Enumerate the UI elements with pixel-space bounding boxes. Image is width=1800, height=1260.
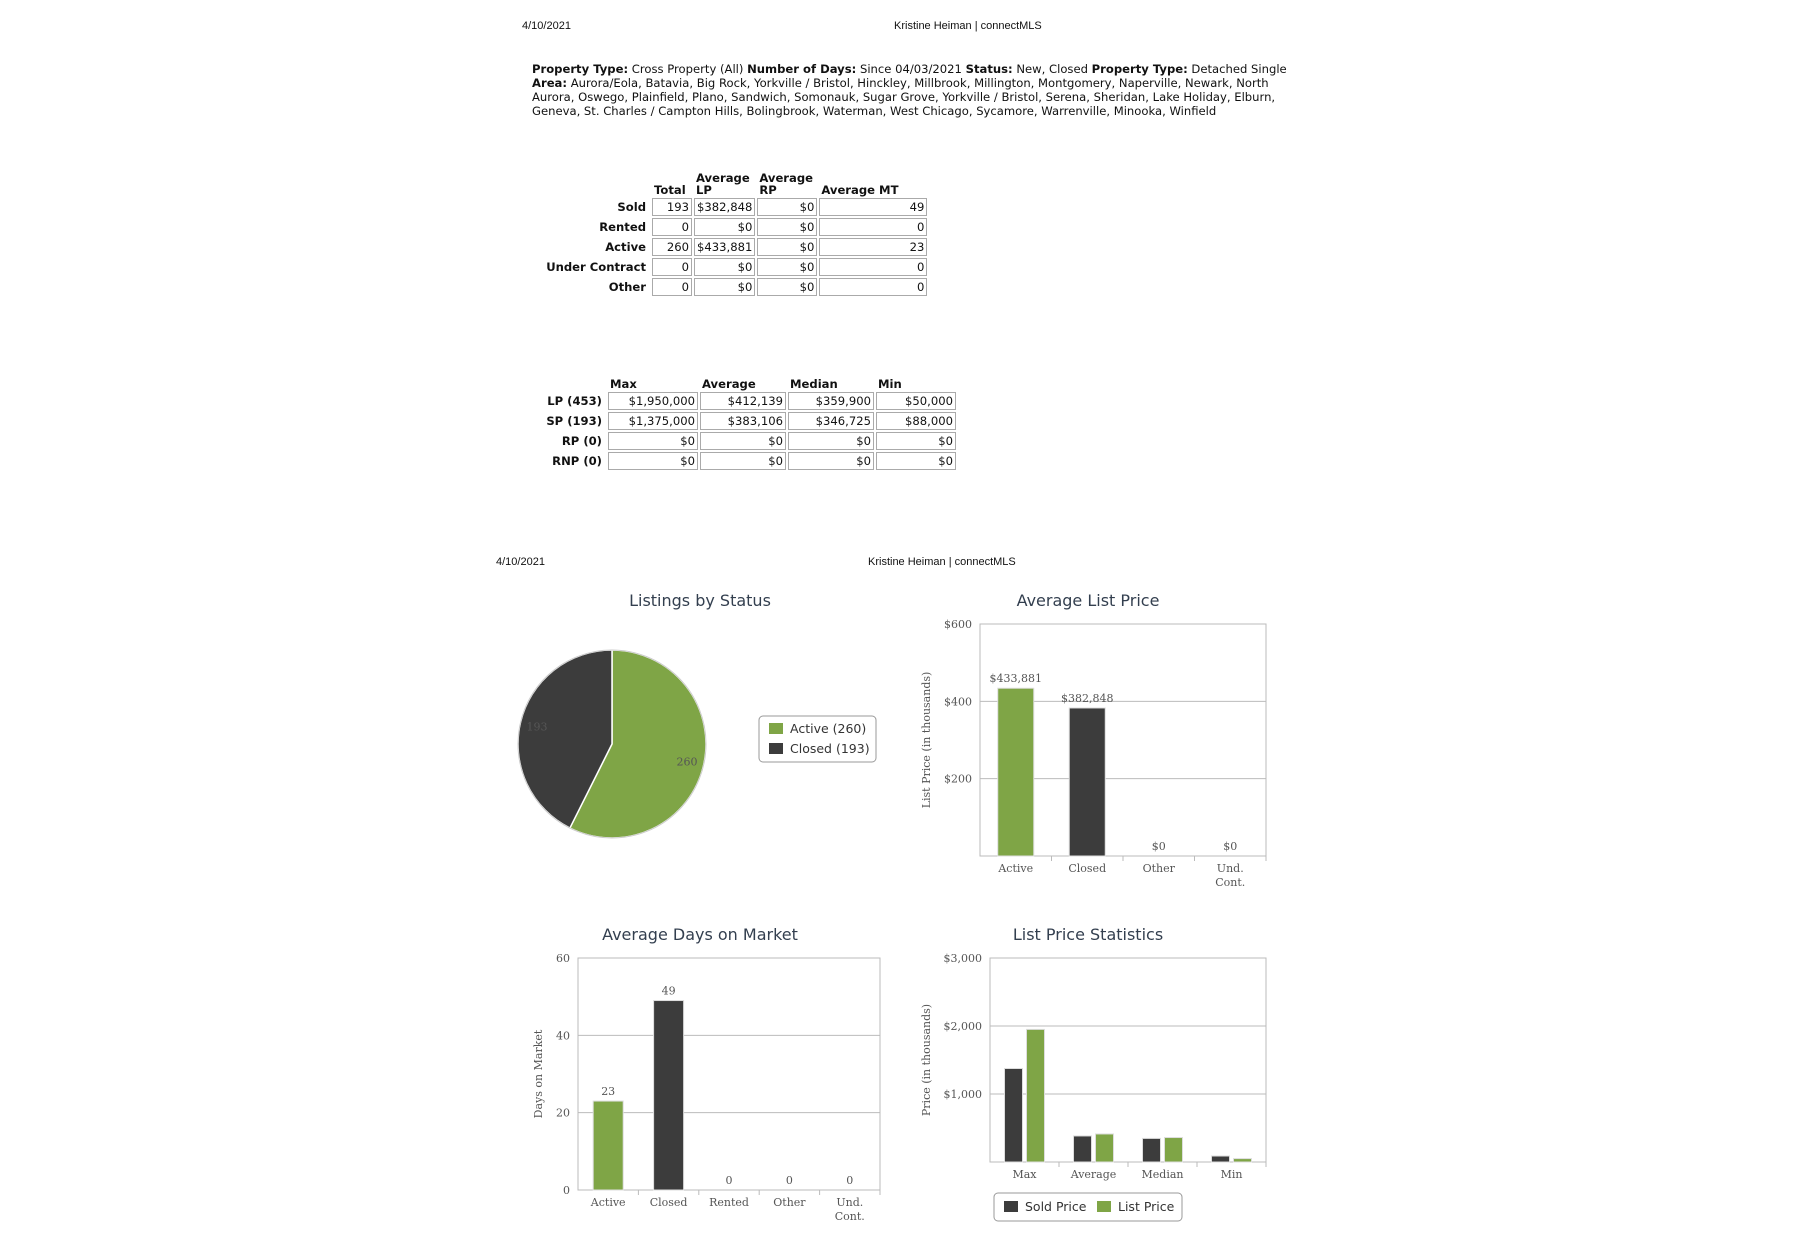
price-row-label: RNP (0)	[552, 454, 602, 468]
dom-ylabel: Days on Market	[532, 1029, 545, 1119]
legend-swatch-list-price	[1097, 1201, 1111, 1212]
summary-cell: 0	[652, 278, 692, 296]
dom-ytick-label: 0	[563, 1184, 570, 1197]
pie-legend	[759, 716, 876, 762]
average-list-price-chart	[920, 591, 1266, 889]
price-cell: $0	[608, 432, 698, 450]
summary-cell: 0	[652, 218, 692, 236]
price-header-median: Median	[790, 377, 838, 391]
dom-data-label: 0	[785, 1174, 793, 1187]
criteria-value: Aurora/Eola, Batavia, Big Rock, Yorkville / Bristol, Hinckley, Millbrook, Millington, Montgomery, Naperville, Newark, North Aurora, Oswego, Plainfield, Plano, Sandwich, Somonauk, Sugar Grove, Yorkville / Bristol, Serena, Sheridan, Lake Holiday, Elburn, Geneva, St. Charles / Campton Hills, Bolingbrook, Waterman, West Chicago, Sycamore, Warrenville, Minooka, Winfield	[532, 76, 1276, 118]
price-row-label: LP (453)	[547, 394, 602, 408]
dom-xtick-label: Rented	[709, 1196, 749, 1209]
criteria-label: Property Type:	[1091, 62, 1188, 76]
summary-cell: $0	[694, 218, 755, 236]
lps-bar-list-price	[1027, 1029, 1045, 1162]
avg-lp-data-label: $382,848	[1061, 691, 1114, 705]
avg-lp-xtick-label: Active	[998, 862, 1034, 875]
avg-lp-ytick-label: $600	[944, 618, 972, 631]
criteria-label: Status:	[965, 62, 1013, 76]
summary-cell: 0	[819, 278, 927, 296]
summary-cell: $433,881	[694, 238, 755, 256]
lps-bar-list-price	[1165, 1138, 1183, 1162]
lps-xtick-label: Max	[1012, 1168, 1037, 1181]
price-cell: $50,000	[876, 392, 956, 410]
avg-lp-title: Average List Price	[1016, 591, 1160, 610]
price-row-label: SP (193)	[546, 414, 602, 428]
pie-slice-label: 193	[526, 720, 548, 734]
lps-xtick-label: Median	[1141, 1168, 1184, 1181]
price-cell: $412,139	[700, 392, 786, 410]
price-cell: $0	[608, 452, 698, 470]
summary-row-label: Under Contract	[546, 260, 646, 274]
dom-ytick-label: 20	[556, 1106, 570, 1120]
dom-bar	[593, 1101, 623, 1190]
price-cell: $0	[876, 452, 956, 470]
dom-data-label: 0	[725, 1174, 733, 1187]
lps-xtick-label: Average	[1070, 1168, 1117, 1181]
price-cell: $0	[700, 432, 786, 450]
summary-cell: $0	[757, 258, 817, 276]
summary-cell: 23	[819, 238, 927, 256]
dom-xtick-label: Closed	[649, 1196, 688, 1209]
pie-slice-label: 260	[676, 755, 698, 769]
dom-xtick-label: Und.	[836, 1196, 864, 1209]
lps-ytick-label: $2,000	[943, 1020, 982, 1033]
lps-ytick-label: $3,000	[943, 952, 982, 965]
price-cell: $1,375,000	[608, 412, 698, 430]
listings-by-status-chart	[518, 591, 876, 838]
avg-lp-data-label: $0	[1151, 840, 1166, 853]
price-cell: $359,900	[788, 392, 874, 410]
price-cell: $88,000	[876, 412, 956, 430]
summary-header-avg-rp: Average RP	[759, 171, 814, 197]
summary-cell: $0	[757, 198, 817, 216]
legend-swatch-active	[769, 723, 783, 734]
avg-lp-xtick-label: Other	[1142, 862, 1175, 875]
avg-lp-data-label: $433,881	[989, 672, 1042, 686]
list-price-statistics-chart	[920, 925, 1266, 1221]
lps-legend	[994, 1193, 1182, 1221]
price-cell: $0	[700, 452, 786, 470]
summary-header-total: Total	[654, 183, 686, 197]
price-cell: $383,106	[700, 412, 786, 430]
avg-lp-ytick-label: $200	[944, 772, 972, 786]
price-header-average: Average	[702, 377, 756, 391]
avg-lp-xtick-label: Und.	[1216, 862, 1244, 875]
avg-lp-ylabel: List Price (in thousands)	[920, 671, 933, 809]
summary-cell: 193	[652, 198, 692, 216]
avg-lp-bar	[1069, 708, 1105, 856]
dom-ytick-label: 60	[556, 952, 570, 965]
dom-data-label: 49	[661, 984, 676, 998]
summary-cell: $0	[757, 278, 817, 296]
price-header-min: Min	[878, 377, 902, 391]
criteria-value: Since 04/03/2021	[856, 62, 966, 76]
avg-lp-xtick-label: Cont.	[1215, 876, 1246, 889]
lps-bar-list-price	[1096, 1134, 1114, 1162]
legend-swatch-closed	[769, 743, 783, 754]
criteria-label: Area:	[532, 76, 568, 90]
page1-date: 4/10/2021	[522, 20, 571, 32]
page2-date: 4/10/2021	[496, 556, 545, 568]
legend-swatch-sold-price	[1004, 1201, 1018, 1212]
criteria-label: Property Type:	[532, 62, 629, 76]
avg-lp-bar	[998, 688, 1034, 856]
lps-ylabel: Price (in thousands)	[920, 1003, 933, 1117]
summary-cell: 0	[819, 258, 927, 276]
average-days-on-market-chart	[532, 925, 880, 1223]
lps-bar-sold-price	[1074, 1136, 1092, 1162]
dom-data-label: 0	[846, 1174, 854, 1187]
pie-chart-title: Listings by Status	[629, 591, 771, 610]
price-cell: $0	[788, 432, 874, 450]
dom-bar	[654, 1001, 684, 1190]
criteria-label: Number of Days:	[747, 62, 857, 76]
lps-bar-sold-price	[1143, 1138, 1161, 1162]
summary-cell: 49	[819, 198, 927, 216]
price-cell: $0	[876, 432, 956, 450]
criteria-value: New, Closed	[1012, 62, 1092, 76]
criteria-value: Cross Property (All)	[628, 62, 748, 76]
summary-cell: $382,848	[694, 198, 755, 216]
summary-row-label: Active	[605, 240, 646, 254]
dom-xtick-label: Active	[590, 1196, 626, 1209]
price-cell: $1,950,000	[608, 392, 698, 410]
summary-cell: 0	[819, 218, 927, 236]
legend-label-sold-price: Sold Price	[1025, 1199, 1087, 1214]
summary-header-avg-lp: Average LP	[696, 171, 750, 197]
page1-agent-header: Kristine Heiman | connectMLS	[894, 20, 1042, 32]
dom-title: Average Days on Market	[602, 925, 798, 944]
criteria-value: Detached Single	[1187, 62, 1287, 76]
summary-cell: $0	[694, 258, 755, 276]
lps-title: List Price Statistics	[1012, 925, 1164, 944]
summary-row-label: Other	[608, 280, 646, 294]
dom-xtick-label: Cont.	[834, 1210, 865, 1223]
lps-bar-sold-price	[1005, 1069, 1023, 1163]
price-header-max: Max	[610, 377, 637, 391]
summary-cell: $0	[757, 238, 817, 256]
avg-lp-data-label: $0	[1223, 840, 1238, 853]
summary-cell: 260	[652, 238, 692, 256]
price-cell: $0	[788, 452, 874, 470]
summary-header-avg-mt: Average MT	[821, 183, 899, 197]
summary-cell: $0	[757, 218, 817, 236]
lps-xtick-label: Min	[1220, 1168, 1243, 1181]
avg-lp-xtick-label: Closed	[1068, 862, 1107, 875]
dom-xtick-label: Other	[773, 1196, 806, 1209]
dom-data-label: 23	[601, 1085, 616, 1099]
page2-agent-header: Kristine Heiman | connectMLS	[868, 556, 1016, 568]
summary-row-label: Rented	[599, 220, 646, 234]
lps-ytick-label: $1,000	[943, 1088, 982, 1101]
avg-lp-ytick-label: $400	[944, 695, 972, 709]
legend-label-closed: Closed (193)	[790, 741, 870, 756]
summary-row-label: Sold	[617, 200, 646, 214]
summary-cell: 0	[652, 258, 692, 276]
price-row-label: RP (0)	[561, 434, 602, 448]
dom-ytick-label: 40	[556, 1029, 570, 1043]
price-cell: $346,725	[788, 412, 874, 430]
lps-bar-list-price	[1234, 1159, 1252, 1162]
summary-cell: $0	[694, 278, 755, 296]
lps-bar-sold-price	[1212, 1156, 1230, 1162]
legend-label-active: Active (260)	[790, 721, 867, 736]
legend-label-list-price: List Price	[1118, 1199, 1175, 1214]
